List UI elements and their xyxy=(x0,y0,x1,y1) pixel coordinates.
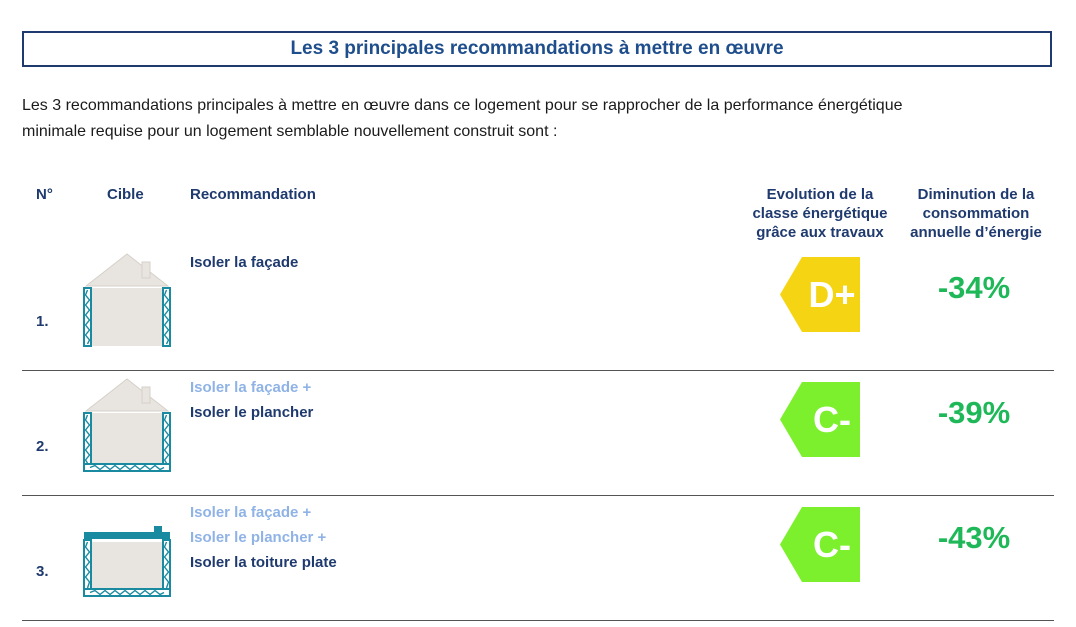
row-divider xyxy=(22,620,1054,621)
intro-text xyxy=(22,93,1062,145)
recommendation-previous: Isoler la façade + xyxy=(190,504,312,521)
recommendation-row-3 xyxy=(22,496,1054,621)
recommendation-current: Isoler le plancher xyxy=(190,404,314,421)
header-evolution-line-3: grâce aux travaux xyxy=(756,224,884,241)
intro-line-1: Les 3 recommandations principales à mettre en œuvre dans ce logement pour se rapprocher de la performance énergétique xyxy=(22,97,903,114)
row-number: 3. xyxy=(36,563,49,580)
header-reduction-line-2: consommation xyxy=(922,205,1030,222)
section-title: Les 3 principales recommandations à mettre en œuvre xyxy=(22,31,1052,67)
header-recommendation: Recommandation xyxy=(190,186,316,203)
header-evolution-line-1: Evolution de la xyxy=(766,186,874,203)
header-evolution-line-2: classe énergétique xyxy=(752,205,888,222)
header-target: Cible xyxy=(107,186,144,203)
house-floor-insulation-icon xyxy=(82,373,172,473)
energy-reduction: -39% xyxy=(937,395,1011,430)
header-reduction xyxy=(898,185,1054,242)
header-num: N° xyxy=(36,186,53,203)
recommendation-current: Isoler la toiture plate xyxy=(190,554,337,571)
energy-class-label: C- xyxy=(813,398,851,440)
energy-class-label: C- xyxy=(813,523,851,565)
recommendation-row-2 xyxy=(22,371,1054,496)
recommendation-text xyxy=(190,250,298,275)
row-number: 1. xyxy=(36,313,49,330)
header-reduction-line-3: annuelle d’énergie xyxy=(910,224,1042,241)
recommendation-previous: Isoler la façade + xyxy=(190,379,312,396)
recommendation-row-1 xyxy=(22,246,1054,371)
row-number: 2. xyxy=(36,438,49,455)
header-evolution xyxy=(736,185,904,242)
recommendation-text xyxy=(190,500,337,575)
house-facade-insulation-icon xyxy=(82,248,172,348)
energy-reduction: -43% xyxy=(937,520,1011,555)
recommendation-text xyxy=(190,375,313,425)
intro-line-2: minimale requise pour un logement semblable nouvellement construit sont : xyxy=(22,123,558,140)
header-reduction-line-1: Diminution de la xyxy=(917,186,1035,203)
energy-reduction: -34% xyxy=(937,270,1011,305)
flat-roof-insulation-icon xyxy=(82,498,172,598)
recommendation-previous: Isoler le plancher + xyxy=(190,529,327,546)
energy-class-label: D+ xyxy=(808,273,856,315)
recommendation-current: Isoler la façade xyxy=(190,254,299,271)
